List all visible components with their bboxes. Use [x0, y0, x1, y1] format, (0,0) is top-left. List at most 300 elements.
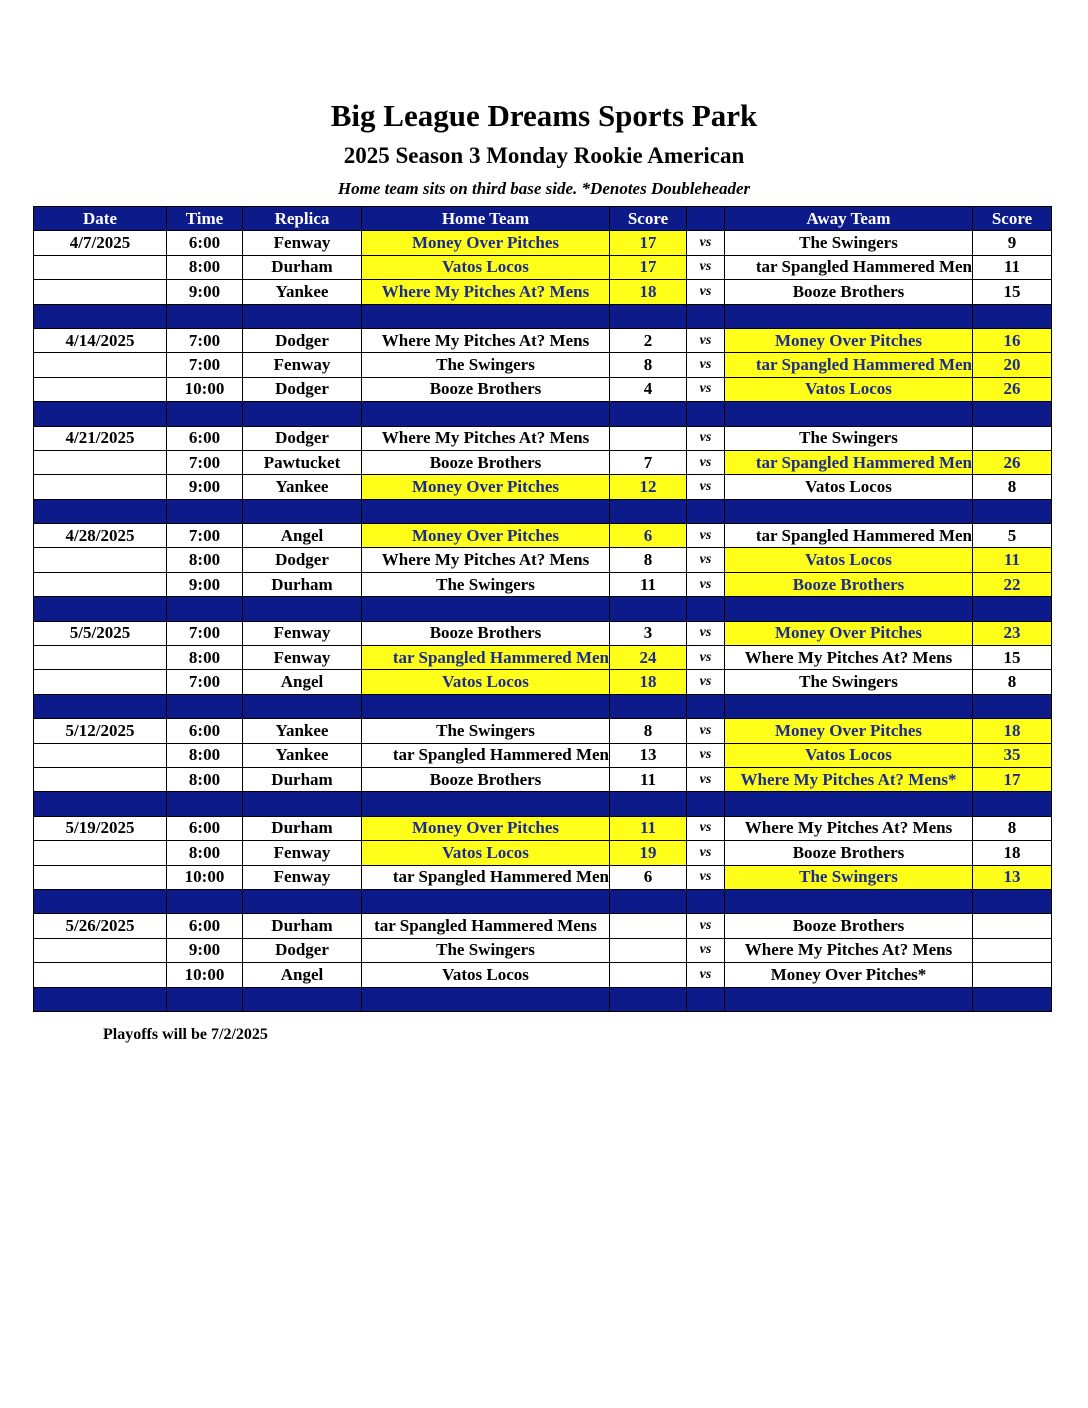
separator-cell — [610, 499, 687, 523]
game-row — [34, 450, 1052, 474]
away-score: 11 — [973, 255, 1052, 279]
vs-label: vs — [687, 743, 725, 767]
away-team: Money Over Pitches — [725, 621, 973, 645]
away-team: The Swingers — [725, 670, 973, 694]
vs-label: vs — [687, 963, 725, 987]
away-team: Money Over Pitches* — [725, 963, 973, 987]
away-team: The Swingers — [725, 865, 973, 889]
week-separator — [34, 597, 1052, 621]
home-team: Money Over Pitches — [362, 475, 610, 499]
game-date: 4/14/2025 — [34, 328, 167, 352]
game-time: 8:00 — [167, 767, 243, 791]
game-replica: Durham — [243, 572, 362, 596]
vs-label: vs — [687, 841, 725, 865]
game-date — [34, 450, 167, 474]
separator-cell — [610, 597, 687, 621]
separator-cell — [725, 987, 973, 1011]
game-replica: Durham — [243, 816, 362, 840]
separator-cell — [34, 597, 167, 621]
home-team: Money Over Pitches — [362, 231, 610, 255]
game-date — [34, 865, 167, 889]
game-row — [34, 524, 1052, 548]
separator-cell — [243, 792, 362, 816]
separator-cell — [34, 304, 167, 328]
header-replica: Replica — [243, 207, 362, 231]
schedule-note: Home team sits on third base side. *Denotes Doubleheader — [337, 179, 751, 198]
game-date — [34, 670, 167, 694]
game-replica: Fenway — [243, 646, 362, 670]
game-time: 6:00 — [167, 231, 243, 255]
away-score — [973, 963, 1052, 987]
away-score: 17 — [973, 767, 1052, 791]
game-replica: Dodger — [243, 548, 362, 572]
game-time: 8:00 — [167, 743, 243, 767]
vs-label: vs — [687, 328, 725, 352]
game-time: 7:00 — [167, 524, 243, 548]
game-replica: Pawtucket — [243, 450, 362, 474]
away-score — [973, 914, 1052, 938]
vs-label: vs — [687, 865, 725, 889]
home-team: Money Over Pitches — [362, 816, 610, 840]
header-date: Date — [34, 207, 167, 231]
game-date: 5/12/2025 — [34, 719, 167, 743]
home-team: Where My Pitches At? Mens — [362, 328, 610, 352]
game-replica: Yankee — [243, 475, 362, 499]
separator-cell — [362, 889, 610, 913]
away-score: 18 — [973, 841, 1052, 865]
game-time: 10:00 — [167, 377, 243, 401]
home-score: 17 — [610, 231, 687, 255]
game-time: 10:00 — [167, 963, 243, 987]
game-row — [34, 719, 1052, 743]
week-separator — [34, 987, 1052, 1011]
vs-label: vs — [687, 816, 725, 840]
away-team: Money Over Pitches — [725, 719, 973, 743]
game-row — [34, 475, 1052, 499]
home-team: Booze Brothers — [362, 767, 610, 791]
week-separator — [34, 402, 1052, 426]
header-vs — [687, 207, 725, 231]
schedule-body — [34, 231, 1052, 1012]
separator-cell — [34, 694, 167, 718]
separator-cell — [687, 597, 725, 621]
separator-cell — [725, 889, 973, 913]
game-date — [34, 938, 167, 962]
game-date — [34, 255, 167, 279]
game-time: 7:00 — [167, 621, 243, 645]
game-time: 7:00 — [167, 670, 243, 694]
home-score: 18 — [610, 670, 687, 694]
home-score — [610, 426, 687, 450]
away-team: Where My Pitches At? Mens — [725, 938, 973, 962]
home-score: 8 — [610, 548, 687, 572]
vs-label: vs — [687, 524, 725, 548]
separator-cell — [725, 597, 973, 621]
home-score: 19 — [610, 841, 687, 865]
separator-cell — [34, 987, 167, 1011]
away-team: Where My Pitches At? Mens — [725, 646, 973, 670]
game-date — [34, 743, 167, 767]
game-row — [34, 841, 1052, 865]
game-row — [34, 353, 1052, 377]
header-home-score: Score — [610, 207, 687, 231]
away-score: 26 — [973, 377, 1052, 401]
home-score: 17 — [610, 255, 687, 279]
away-score: 8 — [973, 475, 1052, 499]
vs-label: vs — [687, 450, 725, 474]
away-team: Vatos Locos — [725, 548, 973, 572]
away-score: 8 — [973, 670, 1052, 694]
vs-label: vs — [687, 475, 725, 499]
home-team: The Swingers — [362, 572, 610, 596]
game-date: 5/26/2025 — [34, 914, 167, 938]
game-row — [34, 767, 1052, 791]
game-row — [34, 963, 1052, 987]
separator-cell — [243, 694, 362, 718]
game-date — [34, 963, 167, 987]
vs-label: vs — [687, 377, 725, 401]
game-replica: Fenway — [243, 621, 362, 645]
separator-cell — [362, 499, 610, 523]
game-row — [34, 377, 1052, 401]
week-separator — [34, 792, 1052, 816]
game-date: 4/7/2025 — [34, 231, 167, 255]
separator-cell — [362, 304, 610, 328]
separator-cell — [362, 402, 610, 426]
home-team: Where My Pitches At? Mens — [362, 548, 610, 572]
home-score: 7 — [610, 450, 687, 474]
separator-cell — [687, 402, 725, 426]
home-team: tar Spangled Hammered Men — [362, 743, 610, 767]
away-score — [973, 426, 1052, 450]
game-date — [34, 475, 167, 499]
page-title: Big League Dreams Sports Park — [330, 98, 758, 133]
away-team: The Swingers — [725, 231, 973, 255]
separator-cell — [973, 792, 1052, 816]
vs-label: vs — [687, 914, 725, 938]
separator-cell — [610, 402, 687, 426]
game-replica: Dodger — [243, 377, 362, 401]
game-row — [34, 938, 1052, 962]
home-score: 2 — [610, 328, 687, 352]
game-row — [34, 743, 1052, 767]
separator-cell — [34, 402, 167, 426]
game-row — [34, 914, 1052, 938]
separator-cell — [687, 304, 725, 328]
game-time: 7:00 — [167, 450, 243, 474]
away-score: 22 — [973, 572, 1052, 596]
game-replica: Durham — [243, 914, 362, 938]
game-replica: Angel — [243, 524, 362, 548]
game-time: 9:00 — [167, 280, 243, 304]
away-score: 11 — [973, 548, 1052, 572]
home-team: Booze Brothers — [362, 450, 610, 474]
away-score: 9 — [973, 231, 1052, 255]
away-score: 15 — [973, 646, 1052, 670]
game-time: 6:00 — [167, 816, 243, 840]
separator-cell — [973, 402, 1052, 426]
home-score: 18 — [610, 280, 687, 304]
home-score — [610, 938, 687, 962]
separator-cell — [362, 987, 610, 1011]
separator-cell — [362, 792, 610, 816]
separator-cell — [34, 889, 167, 913]
separator-cell — [973, 987, 1052, 1011]
game-date — [34, 377, 167, 401]
home-score: 11 — [610, 572, 687, 596]
game-row — [34, 426, 1052, 450]
schedule-table — [33, 206, 1052, 1012]
separator-cell — [243, 304, 362, 328]
home-score: 13 — [610, 743, 687, 767]
game-time: 9:00 — [167, 572, 243, 596]
game-date — [34, 841, 167, 865]
home-score: 8 — [610, 353, 687, 377]
game-time: 8:00 — [167, 646, 243, 670]
game-replica: Dodger — [243, 426, 362, 450]
game-date: 4/28/2025 — [34, 524, 167, 548]
game-row — [34, 280, 1052, 304]
home-team: Where My Pitches At? Mens — [362, 426, 610, 450]
game-replica: Angel — [243, 963, 362, 987]
separator-cell — [34, 792, 167, 816]
away-team: Money Over Pitches — [725, 328, 973, 352]
vs-label: vs — [687, 548, 725, 572]
game-time: 9:00 — [167, 938, 243, 962]
home-team: The Swingers — [362, 938, 610, 962]
separator-cell — [973, 597, 1052, 621]
separator-cell — [167, 402, 243, 426]
separator-cell — [687, 499, 725, 523]
away-team: Booze Brothers — [725, 280, 973, 304]
home-team: Money Over Pitches — [362, 524, 610, 548]
game-row — [34, 255, 1052, 279]
separator-cell — [610, 987, 687, 1011]
home-team: tar Spangled Hammered Men — [362, 646, 610, 670]
game-date — [34, 572, 167, 596]
away-score — [973, 938, 1052, 962]
separator-cell — [167, 889, 243, 913]
game-date — [34, 353, 167, 377]
playoffs-note: Playoffs will be 7/2/2025 — [103, 1026, 268, 1043]
away-team: Booze Brothers — [725, 841, 973, 865]
away-score: 13 — [973, 865, 1052, 889]
game-date: 5/5/2025 — [34, 621, 167, 645]
game-time: 10:00 — [167, 865, 243, 889]
game-replica: Fenway — [243, 865, 362, 889]
vs-label: vs — [687, 646, 725, 670]
game-replica: Durham — [243, 767, 362, 791]
home-team: tar Spangled Hammered Men — [362, 865, 610, 889]
separator-cell — [973, 304, 1052, 328]
game-row — [34, 231, 1052, 255]
game-replica: Dodger — [243, 328, 362, 352]
game-time: 8:00 — [167, 841, 243, 865]
game-time: 8:00 — [167, 255, 243, 279]
home-team: Vatos Locos — [362, 841, 610, 865]
home-score — [610, 914, 687, 938]
away-score: 20 — [973, 353, 1052, 377]
page-subtitle: 2025 Season 3 Monday Rookie American — [343, 143, 745, 168]
separator-cell — [243, 499, 362, 523]
away-score: 15 — [973, 280, 1052, 304]
separator-cell — [610, 889, 687, 913]
game-replica: Fenway — [243, 841, 362, 865]
away-team: tar Spangled Hammered Men — [725, 353, 973, 377]
vs-label: vs — [687, 621, 725, 645]
vs-label: vs — [687, 231, 725, 255]
game-replica: Yankee — [243, 719, 362, 743]
header-away-score: Score — [973, 207, 1052, 231]
game-time: 6:00 — [167, 719, 243, 743]
separator-cell — [243, 889, 362, 913]
home-team: Booze Brothers — [362, 377, 610, 401]
separator-cell — [167, 304, 243, 328]
home-score: 3 — [610, 621, 687, 645]
game-row — [34, 670, 1052, 694]
vs-label: vs — [687, 719, 725, 743]
game-row — [34, 572, 1052, 596]
away-score: 35 — [973, 743, 1052, 767]
separator-cell — [725, 499, 973, 523]
header-time: Time — [167, 207, 243, 231]
game-row — [34, 548, 1052, 572]
separator-cell — [167, 987, 243, 1011]
game-replica: Fenway — [243, 231, 362, 255]
away-team: Booze Brothers — [725, 914, 973, 938]
away-team: tar Spangled Hammered Men — [725, 255, 973, 279]
away-score: 5 — [973, 524, 1052, 548]
game-time: 6:00 — [167, 426, 243, 450]
home-team: Vatos Locos — [362, 670, 610, 694]
vs-label: vs — [687, 353, 725, 377]
week-separator — [34, 694, 1052, 718]
home-score: 24 — [610, 646, 687, 670]
game-replica: Yankee — [243, 743, 362, 767]
vs-label: vs — [687, 938, 725, 962]
away-team: tar Spangled Hammered Men — [725, 450, 973, 474]
week-separator — [34, 889, 1052, 913]
separator-cell — [243, 402, 362, 426]
away-team: tar Spangled Hammered Men — [725, 524, 973, 548]
away-score: 23 — [973, 621, 1052, 645]
home-score: 12 — [610, 475, 687, 499]
separator-cell — [167, 597, 243, 621]
game-replica: Angel — [243, 670, 362, 694]
away-team: Where My Pitches At? Mens* — [725, 767, 973, 791]
game-replica: Fenway — [243, 353, 362, 377]
separator-cell — [725, 402, 973, 426]
home-score: 8 — [610, 719, 687, 743]
away-team: Booze Brothers — [725, 572, 973, 596]
separator-cell — [687, 694, 725, 718]
home-team: Vatos Locos — [362, 255, 610, 279]
home-score: 11 — [610, 767, 687, 791]
header-row — [34, 207, 1052, 231]
game-replica: Dodger — [243, 938, 362, 962]
game-date: 5/19/2025 — [34, 816, 167, 840]
game-row — [34, 646, 1052, 670]
away-score: 18 — [973, 719, 1052, 743]
separator-cell — [973, 889, 1052, 913]
away-team: Vatos Locos — [725, 475, 973, 499]
separator-cell — [362, 597, 610, 621]
separator-cell — [725, 304, 973, 328]
vs-label: vs — [687, 670, 725, 694]
separator-cell — [362, 694, 610, 718]
home-team: Booze Brothers — [362, 621, 610, 645]
away-score: 16 — [973, 328, 1052, 352]
header-away-team: Away Team — [725, 207, 973, 231]
week-separator — [34, 304, 1052, 328]
game-time: 7:00 — [167, 353, 243, 377]
away-team: The Swingers — [725, 426, 973, 450]
game-time: 9:00 — [167, 475, 243, 499]
home-team: Where My Pitches At? Mens — [362, 280, 610, 304]
home-team: The Swingers — [362, 353, 610, 377]
game-date: 4/21/2025 — [34, 426, 167, 450]
vs-label: vs — [687, 572, 725, 596]
home-score: 6 — [610, 524, 687, 548]
week-separator — [34, 499, 1052, 523]
separator-cell — [243, 987, 362, 1011]
separator-cell — [687, 987, 725, 1011]
separator-cell — [167, 792, 243, 816]
separator-cell — [687, 889, 725, 913]
game-row — [34, 328, 1052, 352]
game-row — [34, 865, 1052, 889]
home-score: 6 — [610, 865, 687, 889]
separator-cell — [725, 792, 973, 816]
separator-cell — [725, 694, 973, 718]
home-team: The Swingers — [362, 719, 610, 743]
separator-cell — [243, 597, 362, 621]
separator-cell — [687, 792, 725, 816]
header-home-team: Home Team — [362, 207, 610, 231]
home-score: 11 — [610, 816, 687, 840]
separator-cell — [973, 499, 1052, 523]
separator-cell — [167, 694, 243, 718]
home-score — [610, 963, 687, 987]
game-replica: Durham — [243, 255, 362, 279]
separator-cell — [973, 694, 1052, 718]
game-time: 6:00 — [167, 914, 243, 938]
away-team: Vatos Locos — [725, 377, 973, 401]
vs-label: vs — [687, 767, 725, 791]
game-date — [34, 767, 167, 791]
away-team: Where My Pitches At? Mens — [725, 816, 973, 840]
away-score: 8 — [973, 816, 1052, 840]
game-replica: Yankee — [243, 280, 362, 304]
game-row — [34, 621, 1052, 645]
separator-cell — [610, 694, 687, 718]
game-time: 7:00 — [167, 328, 243, 352]
separator-cell — [610, 792, 687, 816]
vs-label: vs — [687, 255, 725, 279]
home-team: tar Spangled Hammered Mens — [362, 914, 610, 938]
vs-label: vs — [687, 426, 725, 450]
game-date — [34, 548, 167, 572]
game-row — [34, 816, 1052, 840]
away-team: Vatos Locos — [725, 743, 973, 767]
game-time: 8:00 — [167, 548, 243, 572]
separator-cell — [167, 499, 243, 523]
separator-cell — [610, 304, 687, 328]
home-team: Vatos Locos — [362, 963, 610, 987]
away-score: 26 — [973, 450, 1052, 474]
home-score: 4 — [610, 377, 687, 401]
game-date — [34, 646, 167, 670]
